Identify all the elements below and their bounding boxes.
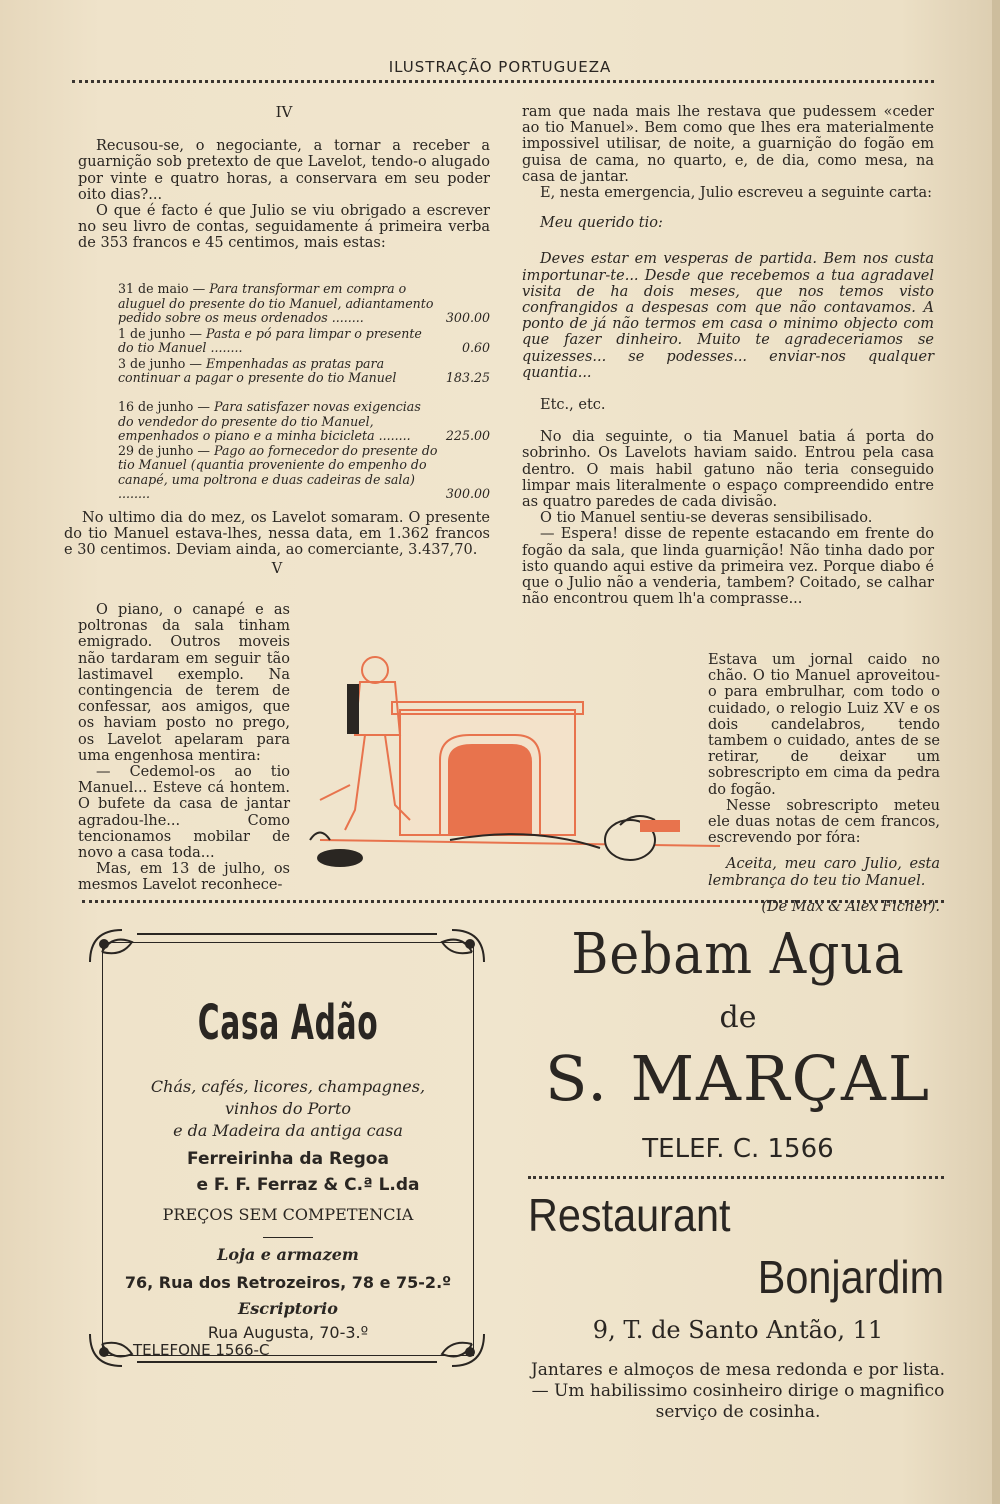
paragraph: E, nesta emergencia, Julio escreveu a seguinte carta:	[540, 185, 932, 202]
paragraph: Nesse sobrescripto meteu ele duas notas de cem francos, escrevendo por fóra:	[708, 797, 940, 847]
paragraph: O tio Manuel sentiu-se deveras sensibilisado.	[540, 510, 873, 527]
ledger-amount: 300.00	[445, 486, 490, 502]
ad-line: Loja e armazem	[217, 1245, 359, 1264]
page-edge	[992, 0, 1000, 1504]
right-column	[522, 104, 934, 607]
paragraph: No ultimo dia do mez, os Lavelot somaram. O presente do tio Manuel estava-lhes, nessa data, em 1.362 francos e 30 centimos. Deviam ainda, ao comerciante, 3.437,70.	[64, 510, 490, 559]
ad-line: e da Madeira da antiga casa	[173, 1121, 403, 1140]
page-header: ILUSTRAÇÃO PORTUGUEZA	[388, 58, 612, 76]
casa-adao-advertisement	[82, 922, 492, 1374]
ledger-text: Pago ao fornecedor do presente do tio Manuel (quantia proveniente do empenho do canapé, uma poltrona e duas cadeiras de sala)	[118, 442, 438, 487]
ledger-text: Pasta e pó para limpar o presente do tio Manuel	[118, 325, 422, 356]
ad-line: vinhos do Porto	[224, 1099, 352, 1118]
ad-frame	[102, 942, 474, 1359]
restaurant-name: Restaurant	[528, 1189, 731, 1241]
paragraph: — Cedemol-os ao tio Manuel... Esteve cá hontem. O bufete da casa de jantar agradou-lhe... Como tencionamos mobilar de novo a casa toda...	[78, 764, 290, 862]
ledger-date: 29 de junho —	[118, 442, 210, 458]
signature: (De Max & Alex Ficher).	[761, 898, 940, 915]
ledger-text: Para transformar em compra o aluguel do presente do tio Manuel, adiantamento pedido sobre os meus ordenados	[118, 281, 434, 326]
letter-body: Deves estar em vesperas de partida. Bem nos custa importunar-te... Desde que recebemos a tua agradavel visita de ha dois meses, que nos temos visto confrangidos a despesas com que não contavamos. A ponto de já não termos em casa o minimo objecto com que fazer dinheiro. Muito te agradeceriamos se quizesses... se podesses... enviar-nos qualquer quantia...	[522, 251, 934, 381]
letter-salutation: Meu querido tio:	[540, 215, 663, 232]
header-rule	[72, 80, 934, 87]
restaurant-description: Jantares e almoços de mesa redonda e por lista. — Um habilissimo cosinheiro dirige o magnifico serviço de cosinha.	[530, 1360, 945, 1422]
fireplace-illustration	[300, 640, 720, 890]
right-narrow-column	[708, 652, 940, 915]
ad-line: PREÇOS SEM COMPETENCIA	[162, 1205, 414, 1224]
short-rule	[263, 1237, 313, 1238]
ledger-amount: 183.25	[445, 370, 490, 386]
ad-line: Chás, cafés, licores, champagnes,	[150, 1077, 426, 1096]
paragraph: Estava um jornal caido no chão. O tio Manuel aproveitou-o para embrulhar, com todo o cuidado, o relogio Luiz XV e os dois candelabros, tendo tambem o cuidado, antes de se retirar, de deixar um sobrescripto em cima da pedra do fogão.	[708, 652, 940, 798]
ledger-amount: 225.00	[445, 428, 490, 444]
restaurant-name: Bonjardim	[757, 1251, 944, 1303]
ad-title: Casa Adão	[197, 995, 379, 1051]
section-iv-heading: IV	[275, 103, 293, 121]
ad-line: 76, Rua dos Retrozeiros, 78 e 75-2.º	[124, 1273, 452, 1292]
ledger-date: 31 de maio —	[118, 281, 206, 297]
ad-line: Escriptorio	[238, 1299, 338, 1318]
ledger-date: 3 de junho —	[118, 355, 202, 371]
ledger-amount: 300.00	[445, 310, 490, 326]
ledger-entry: 16 de junho — Para satisfazer novas exigencias do vendedor do presente do tio Manuel, empenhados o piano e a minha bicicleta ........ 225.00	[118, 399, 490, 444]
paragraph: O piano, o canapé e as poltronas da sala tinham emigrado. Outros moveis não tardaram em seguir tão lastimavel exemplo. Na contingencia de terem de confessar, aos amigos, que os haviam posto no prego, os Lavelot apelaram para uma engenhosa mentira:	[78, 602, 290, 764]
paragraph: — Espera! disse de repente estacando em frente do fogão da sala, que linda guarnição! Não tinha dado por isto quando aqui estive da primeira vez. Porque diabo é que o Julio não a venderia, tambem? Coitado, se calhar não encontrou quem lh'a comprasse...	[522, 526, 934, 608]
paragraph: No dia seguinte, o tia Manuel batia á porta do sobrinho. Os Lavelots haviam saido. Entrou pela casa dentro. O mais habil gatuno não teria conseguido limpar mais literalmente o espaço compreendido entre as quatro paredes de cada divisão.	[522, 429, 934, 511]
ledger-text: Para satisfazer novas exigencias do vendedor do presente do tio Manuel, empenhados o piano e a minha bicicleta	[118, 399, 421, 444]
ad-line: Ferreirinha da Regoa	[187, 1149, 389, 1169]
ad-line: de	[719, 1000, 757, 1035]
expense-ledger	[118, 268, 490, 502]
ad-headline: Bebam Agua	[571, 922, 905, 987]
left-column	[78, 104, 490, 252]
ad-line: Rua Augusta, 70-3.º	[207, 1323, 369, 1342]
ledger-date: 16 de junho —	[118, 399, 210, 415]
paragraph: Mas, em 13 de julho, os mesmos Lavelot reconhece-	[78, 861, 290, 894]
ledger-entry: 29 de junho — Pago ao fornecedor do presente do tio Manuel (quantia proveniente do empenho do canapé, uma poltrona e duas cadeiras de sala) ........ 300.00	[118, 442, 490, 502]
paragraph: Etc., etc.	[540, 397, 606, 414]
ledger-amount: 0.60	[461, 340, 490, 356]
ledger-entry: 1 de junho — Pasta e pó para limpar o presente do tio Manuel ........ 0.60	[118, 325, 490, 356]
left-narrow-column	[78, 602, 290, 894]
paragraph: ram que nada mais lhe restava que pudessem «ceder ao tio Manuel». Bem como que lhes era materialmente impossivel utilisar, de noite, a guarnição do fogão em guisa de cama, no quarto, e, de dia, como mesa, na casa de jantar.	[522, 104, 934, 185]
ad-headline: S. MARÇAL	[544, 1042, 931, 1115]
ad-line: TELEF. C. 1566	[642, 1134, 834, 1164]
ledger-date: 1 de junho —	[118, 325, 202, 341]
paragraph: O que é facto é que Julio se viu obrigado a escrever no seu livro de contas, seguidamente á primeira verba de 353 francos e 45 centimos, mais estas:	[78, 203, 490, 252]
ad-line: e F. F. Ferraz & C.ª L.da	[196, 1175, 420, 1195]
ad-divider	[528, 1176, 944, 1183]
section-v-heading: V	[271, 560, 283, 577]
ledger-entry	[118, 356, 490, 386]
closing-note: Aceita, meu caro Julio, esta lembrança do teu tio Manuel.	[708, 856, 940, 889]
left-column-continued	[64, 510, 490, 591]
ledger-text: Empenhadas as pratas para continuar a pagar o presente do tio Manuel	[118, 355, 397, 386]
ads-rule	[82, 900, 944, 907]
ledger-entry: 31 de maio — Para transformar em compra o aluguel do presente do tio Manuel, adiantamento pedido sobre os meus ordenados ........ 300.00	[118, 281, 490, 326]
paragraph: Recusou-se, o negociante, a tornar a receber a guarnição sob pretexto de que Lavelot, tendo-o alugado por vinte e quatro horas, a conservara em seu poder oito dias?...	[78, 138, 490, 203]
restaurant-address: 9, T. de Santo Antão, 11	[592, 1316, 884, 1344]
ad-line: TELEFONE 1566-C	[133, 1341, 270, 1359]
